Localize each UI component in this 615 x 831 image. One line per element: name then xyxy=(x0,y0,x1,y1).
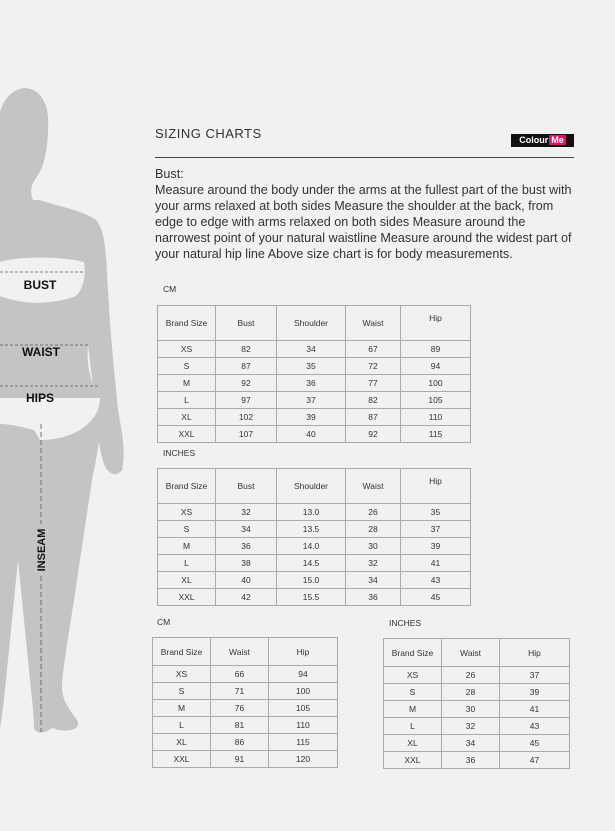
waist-label: WAIST xyxy=(22,345,60,359)
table-row xyxy=(158,538,471,555)
table-cell: 87 xyxy=(216,358,277,375)
table-cell: 13.5 xyxy=(277,521,346,538)
column-header: Brand Size xyxy=(158,469,216,504)
table-cell: XXL xyxy=(384,752,442,769)
table-cell: 100 xyxy=(401,375,471,392)
table-row xyxy=(158,589,471,606)
table-cell: 13.0 xyxy=(277,504,346,521)
table-cell: 34 xyxy=(216,521,277,538)
table-cell: 39 xyxy=(277,409,346,426)
top-inches-unit-label: INCHES xyxy=(163,448,196,458)
table-cell: 36 xyxy=(216,538,277,555)
table-row xyxy=(158,409,471,426)
table-cell: XL xyxy=(384,735,442,752)
table-cell: 36 xyxy=(346,589,401,606)
table-cell: 38 xyxy=(216,555,277,572)
table-cell: 67 xyxy=(346,341,401,358)
column-header: Waist xyxy=(346,469,401,504)
table-cell: XS xyxy=(158,504,216,521)
table-cell: 32 xyxy=(442,718,500,735)
column-header: Hip xyxy=(269,638,338,666)
table-cell: 86 xyxy=(211,734,269,751)
bust-label: BUST xyxy=(23,278,57,292)
table-header-row xyxy=(153,638,338,666)
table-cell: XXL xyxy=(153,751,211,768)
table-cell: 32 xyxy=(346,555,401,572)
table-row xyxy=(153,683,338,700)
table-cell: 115 xyxy=(401,426,471,443)
table-cell: 39 xyxy=(500,684,570,701)
table-row xyxy=(158,341,471,358)
table-cell: 45 xyxy=(401,589,471,606)
column-header: Waist xyxy=(211,638,269,666)
table-cell: 100 xyxy=(269,683,338,700)
table-cell: L xyxy=(158,392,216,409)
table-cell: 120 xyxy=(269,751,338,768)
bottom-cm-unit-label: CM xyxy=(157,617,171,627)
table-cell: 37 xyxy=(500,667,570,684)
bottom-inches-size-table xyxy=(383,638,570,769)
column-header: Hip xyxy=(401,469,471,504)
top-inches-size-table xyxy=(157,468,471,606)
measurement-instructions xyxy=(155,166,580,262)
table-cell: 89 xyxy=(401,341,471,358)
table-cell: 87 xyxy=(346,409,401,426)
top-cm-size-table xyxy=(157,305,471,443)
table-row xyxy=(384,684,570,701)
table-cell: 34 xyxy=(346,572,401,589)
table-row xyxy=(153,751,338,768)
table-cell: 41 xyxy=(401,555,471,572)
table-cell: 115 xyxy=(269,734,338,751)
logo-colour-text: Colour xyxy=(519,135,549,145)
table-cell: 28 xyxy=(442,684,500,701)
table-row xyxy=(384,752,570,769)
table-cell: 110 xyxy=(401,409,471,426)
table-cell: 40 xyxy=(277,426,346,443)
table-cell: M xyxy=(384,701,442,718)
table-cell: 39 xyxy=(401,538,471,555)
table-cell: 82 xyxy=(216,341,277,358)
bottom-inches-unit-label: INCHES xyxy=(389,618,422,628)
instructions-body: Measure around the body under the arms at the fullest part of the bust with your arms relaxed at both sides Measure the shoulder at the back, from edge to edge with arms relaxed on both sides Measure around the narrowest point of your natural waistline Measure around the widest part of your natural hip line Above size chart is for body measurements. xyxy=(155,183,572,261)
table-cell: 35 xyxy=(401,504,471,521)
table-cell: L xyxy=(384,718,442,735)
column-header: Shoulder xyxy=(277,306,346,341)
table-cell: 107 xyxy=(216,426,277,443)
table-cell: 37 xyxy=(277,392,346,409)
table-row xyxy=(158,375,471,392)
table-cell: XL xyxy=(158,409,216,426)
table-cell: M xyxy=(153,700,211,717)
table-cell: 72 xyxy=(346,358,401,375)
table-row xyxy=(158,572,471,589)
table-cell: 94 xyxy=(269,666,338,683)
table-row xyxy=(158,392,471,409)
table-row xyxy=(158,358,471,375)
column-header: Brand Size xyxy=(158,306,216,341)
inseam-label: INSEAM xyxy=(36,528,48,572)
table-cell: 40 xyxy=(216,572,277,589)
table-cell: 82 xyxy=(346,392,401,409)
column-header: Brand Size xyxy=(384,639,442,667)
table-cell: S xyxy=(158,358,216,375)
table-cell: 66 xyxy=(211,666,269,683)
table-cell: 97 xyxy=(216,392,277,409)
table-cell: 37 xyxy=(401,521,471,538)
table-cell: L xyxy=(158,555,216,572)
table-cell: 36 xyxy=(442,752,500,769)
table-cell: 26 xyxy=(346,504,401,521)
table-cell: S xyxy=(153,683,211,700)
table-cell: 42 xyxy=(216,589,277,606)
column-header: Hip xyxy=(500,639,570,667)
table-row xyxy=(153,734,338,751)
table-cell: XL xyxy=(153,734,211,751)
table-row xyxy=(158,555,471,572)
table-cell: 43 xyxy=(500,718,570,735)
hips-label: HIPS xyxy=(25,391,55,405)
top-cm-unit-label: CM xyxy=(163,284,177,294)
table-header-row xyxy=(158,306,471,341)
table-cell: 34 xyxy=(277,341,346,358)
table-cell: 34 xyxy=(442,735,500,752)
table-cell: XL xyxy=(158,572,216,589)
instructions-heading: Bust: xyxy=(155,167,184,181)
table-cell: 47 xyxy=(500,752,570,769)
table-row xyxy=(384,718,570,735)
table-cell: 14.5 xyxy=(277,555,346,572)
table-cell: S xyxy=(158,521,216,538)
table-cell: 81 xyxy=(211,717,269,734)
bottom-cm-size-table xyxy=(152,637,338,768)
table-cell: 36 xyxy=(277,375,346,392)
table-cell: 92 xyxy=(346,426,401,443)
table-row xyxy=(158,504,471,521)
table-cell: 35 xyxy=(277,358,346,375)
table-cell: 30 xyxy=(442,701,500,718)
table-row xyxy=(153,666,338,683)
table-cell: 94 xyxy=(401,358,471,375)
body-measurement-figure xyxy=(0,0,140,831)
table-row xyxy=(158,426,471,443)
table-row xyxy=(158,521,471,538)
table-cell: 71 xyxy=(211,683,269,700)
column-header: Brand Size xyxy=(153,638,211,666)
table-cell: 30 xyxy=(346,538,401,555)
table-cell: 14.0 xyxy=(277,538,346,555)
table-cell: 15.5 xyxy=(277,589,346,606)
table-cell: 32 xyxy=(216,504,277,521)
table-row xyxy=(153,700,338,717)
table-cell: 26 xyxy=(442,667,500,684)
table-row xyxy=(384,667,570,684)
table-cell: 91 xyxy=(211,751,269,768)
logo-me-text: Me xyxy=(551,135,564,145)
table-header-row xyxy=(158,469,471,504)
table-cell: S xyxy=(384,684,442,701)
table-cell: 15.0 xyxy=(277,572,346,589)
column-header: Hip xyxy=(401,306,471,341)
table-cell: 110 xyxy=(269,717,338,734)
table-cell: 76 xyxy=(211,700,269,717)
table-row xyxy=(153,717,338,734)
table-cell: 92 xyxy=(216,375,277,392)
column-header: Waist xyxy=(442,639,500,667)
table-cell: 28 xyxy=(346,521,401,538)
column-header: Shoulder xyxy=(277,469,346,504)
table-cell: XS xyxy=(384,667,442,684)
table-cell: 77 xyxy=(346,375,401,392)
table-cell: L xyxy=(153,717,211,734)
column-header: Waist xyxy=(346,306,401,341)
table-cell: XXL xyxy=(158,426,216,443)
table-cell: XXL xyxy=(158,589,216,606)
table-cell: 105 xyxy=(401,392,471,409)
table-header-row xyxy=(384,639,570,667)
table-row xyxy=(384,735,570,752)
column-header: Bust xyxy=(216,306,277,341)
table-cell: 45 xyxy=(500,735,570,752)
table-cell: 105 xyxy=(269,700,338,717)
table-cell: 43 xyxy=(401,572,471,589)
page-title: SIZING CHARTS xyxy=(155,126,262,141)
column-header: Bust xyxy=(216,469,277,504)
table-cell: XS xyxy=(153,666,211,683)
table-cell: M xyxy=(158,375,216,392)
table-cell: 102 xyxy=(216,409,277,426)
table-cell: 41 xyxy=(500,701,570,718)
header-divider xyxy=(155,157,574,158)
table-row xyxy=(384,701,570,718)
table-cell: M xyxy=(158,538,216,555)
table-cell: XS xyxy=(158,341,216,358)
brand-logo xyxy=(511,134,574,147)
